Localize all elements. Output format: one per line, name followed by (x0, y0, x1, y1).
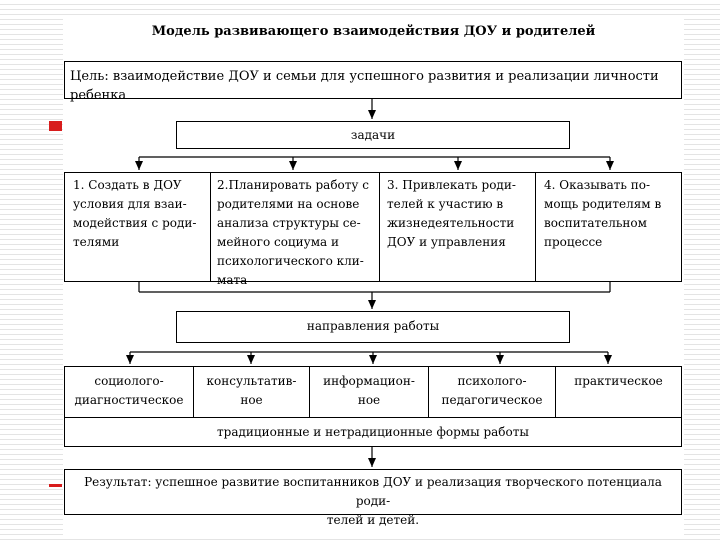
direction-box-3 (309, 366, 429, 418)
task-box-4 (535, 172, 682, 282)
task-text-3: 3. Привлекать роди- телей к участию в жизнедеятельности ДОУ и управления (387, 178, 516, 249)
direction-box-1 (64, 366, 194, 418)
tasks-label: задачи (350, 128, 396, 142)
direction-text-4: психолого- педагогическое (441, 374, 543, 407)
direction-box-5 (555, 366, 682, 418)
direction-text-2: консультатив- ное (206, 374, 297, 407)
directions-label: направления работы (306, 319, 440, 333)
task-box-3 (379, 172, 536, 282)
task-text-1: 1. Создать в ДОУ условия для взаи- модействия с роди- телями (73, 178, 197, 249)
result-box (64, 469, 682, 527)
directions-label-box (176, 311, 570, 343)
goal-box (64, 61, 682, 103)
direction-text-5: практическое (574, 374, 663, 388)
direction-text-3: информацион- ное (323, 374, 415, 407)
task-text-4: 4. Оказывать по- мощь родителям в воспитательном процессе (544, 178, 662, 249)
forms-label: традиционные и нетрадиционные формы работы (217, 425, 529, 439)
result-text: Результат: успешное развитие воспитанников ДОУ и реализация творческого потенциала роди- телей и детей. (84, 475, 662, 527)
tasks-label-box (176, 121, 570, 149)
direction-box-2 (193, 366, 310, 418)
forms-box (64, 417, 682, 447)
task-text-2: 2.Планировать работу с родителями на основе анализа структуры се- мейного социума и психологического кли- мата (217, 178, 370, 287)
task-box-2 (210, 172, 380, 287)
goal-text: Цель: взаимодействие ДОУ и семьи для успешного развития и реализации личности ребенка (70, 69, 659, 103)
diagram-title: Модель развивающего взаимодействия ДОУ и родителей (151, 24, 596, 39)
task-box-1 (64, 172, 211, 282)
direction-text-1: социолого- диагностическое (74, 374, 184, 407)
direction-box-4 (428, 366, 556, 418)
